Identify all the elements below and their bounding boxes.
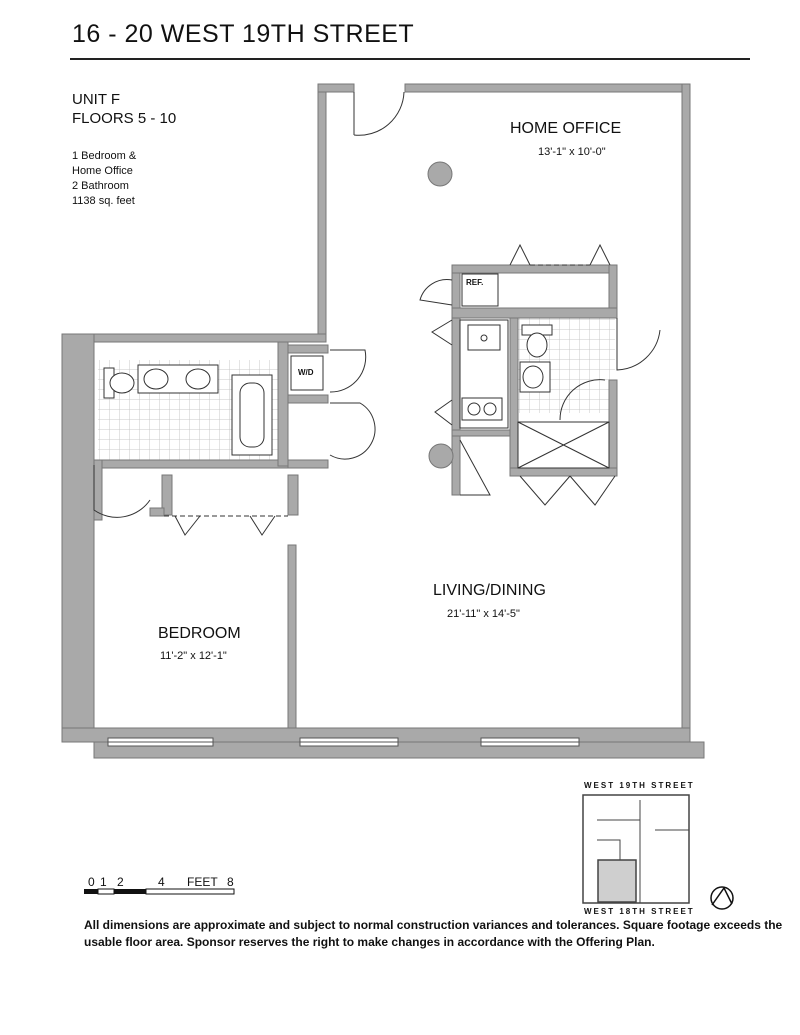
scale-2: 2 (117, 875, 124, 889)
north-arrow (711, 887, 733, 909)
scale-bar (84, 889, 234, 894)
door-side (432, 320, 452, 425)
wall-closet-bot (288, 460, 328, 468)
scale-white-2 (146, 889, 234, 894)
sink-2 (186, 369, 210, 389)
bedroom-dims: 11'-2" x 12'-1" (160, 650, 227, 662)
wall-core-left (452, 265, 460, 495)
wall-bath-right (278, 342, 288, 466)
spec-bathroom: 2 Bathroom (72, 180, 129, 192)
wall-top-left (318, 84, 354, 92)
disclaimer: All dimensions are approximate and subject to normal construction variances and tolerances. Square footage exceeds the usable floor area. Sponsor reserves the right to make changes in accordance with the Offering Plan. (84, 918, 783, 949)
wall-bedroom-divider (288, 545, 296, 728)
home-office-label: HOME OFFICE (510, 120, 622, 137)
door-closet2-right (570, 476, 615, 505)
wall-right (682, 84, 690, 732)
spec-area: 1138 sq. feet (72, 195, 135, 207)
wall-stub-left (150, 508, 164, 516)
door-closet2-left (520, 476, 570, 505)
door-wd (330, 350, 366, 392)
building-title: 16 - 20 WEST 19TH STREET (72, 20, 415, 48)
wall-top (405, 84, 690, 92)
scale-1: 1 (100, 875, 107, 889)
unit-name: UNIT F (72, 91, 121, 108)
door-office-cab (510, 245, 610, 265)
scale-8: 8 (227, 875, 234, 889)
scale-white-1 (98, 889, 114, 894)
burner-1 (468, 403, 480, 415)
wall-bath2-right (609, 380, 617, 475)
wall-closet-top (288, 345, 328, 353)
scale-4: 4 (158, 875, 165, 889)
ref-label: REF. (466, 278, 484, 287)
keymap-south-street: WEST 18TH STREET (584, 907, 695, 916)
sink-1 (144, 369, 168, 389)
wall-bath-bottom (94, 460, 294, 468)
door-closet (330, 403, 375, 459)
spec-office: Home Office (72, 165, 133, 177)
keymap-north-street: WEST 19TH STREET (584, 781, 695, 790)
kitchen-fixtures (460, 274, 508, 428)
unit-floors: FLOORS 5 - 10 (72, 110, 177, 127)
sink-3 (523, 366, 543, 388)
door-ref (420, 280, 452, 305)
wall-upper-left (318, 84, 326, 334)
kitchen-sink-drain (481, 335, 487, 341)
door-entry (354, 92, 404, 135)
spec-bedroom: 1 Bedroom & (72, 150, 137, 162)
wall-bedroom-top (62, 334, 326, 342)
wall-core-top (452, 265, 617, 273)
key-map (583, 795, 689, 903)
wall-left (62, 334, 94, 734)
north-pointer (712, 888, 732, 905)
wall-core-kitchen-bot (452, 430, 510, 436)
bathtub-inner (240, 383, 264, 447)
scale-black-1 (84, 889, 98, 894)
bedroom-label: BEDROOM (158, 625, 241, 642)
windows (108, 738, 579, 746)
burner-2 (484, 403, 496, 415)
wd-label: W/D (298, 368, 314, 377)
home-office-dims: 13'-1" x 10'-0" (538, 146, 606, 158)
column-office (428, 162, 452, 186)
wall-closet-mid (288, 395, 328, 403)
scale-black-2 (114, 889, 146, 894)
scale-unit: FEET (187, 875, 218, 889)
door-bedroom-right (250, 516, 275, 535)
column-living (429, 444, 453, 468)
wall-core-mid (452, 308, 617, 318)
wall-bedroom-hall-r (288, 475, 298, 515)
door-pantry (460, 440, 490, 495)
toilet-bowl (110, 373, 134, 393)
living-dining-label: LIVING/DINING (433, 582, 546, 599)
wall-bath2-left (510, 318, 518, 473)
keymap-unit-highlight (598, 860, 636, 902)
scale-0: 0 (88, 875, 95, 889)
wall-core-bottom (510, 468, 617, 476)
living-dining-dims: 21'-11" x 14'-5" (447, 608, 520, 620)
door-bath2 (617, 318, 660, 370)
door-bedroom-left (175, 516, 200, 535)
toilet2-bowl (527, 333, 547, 357)
